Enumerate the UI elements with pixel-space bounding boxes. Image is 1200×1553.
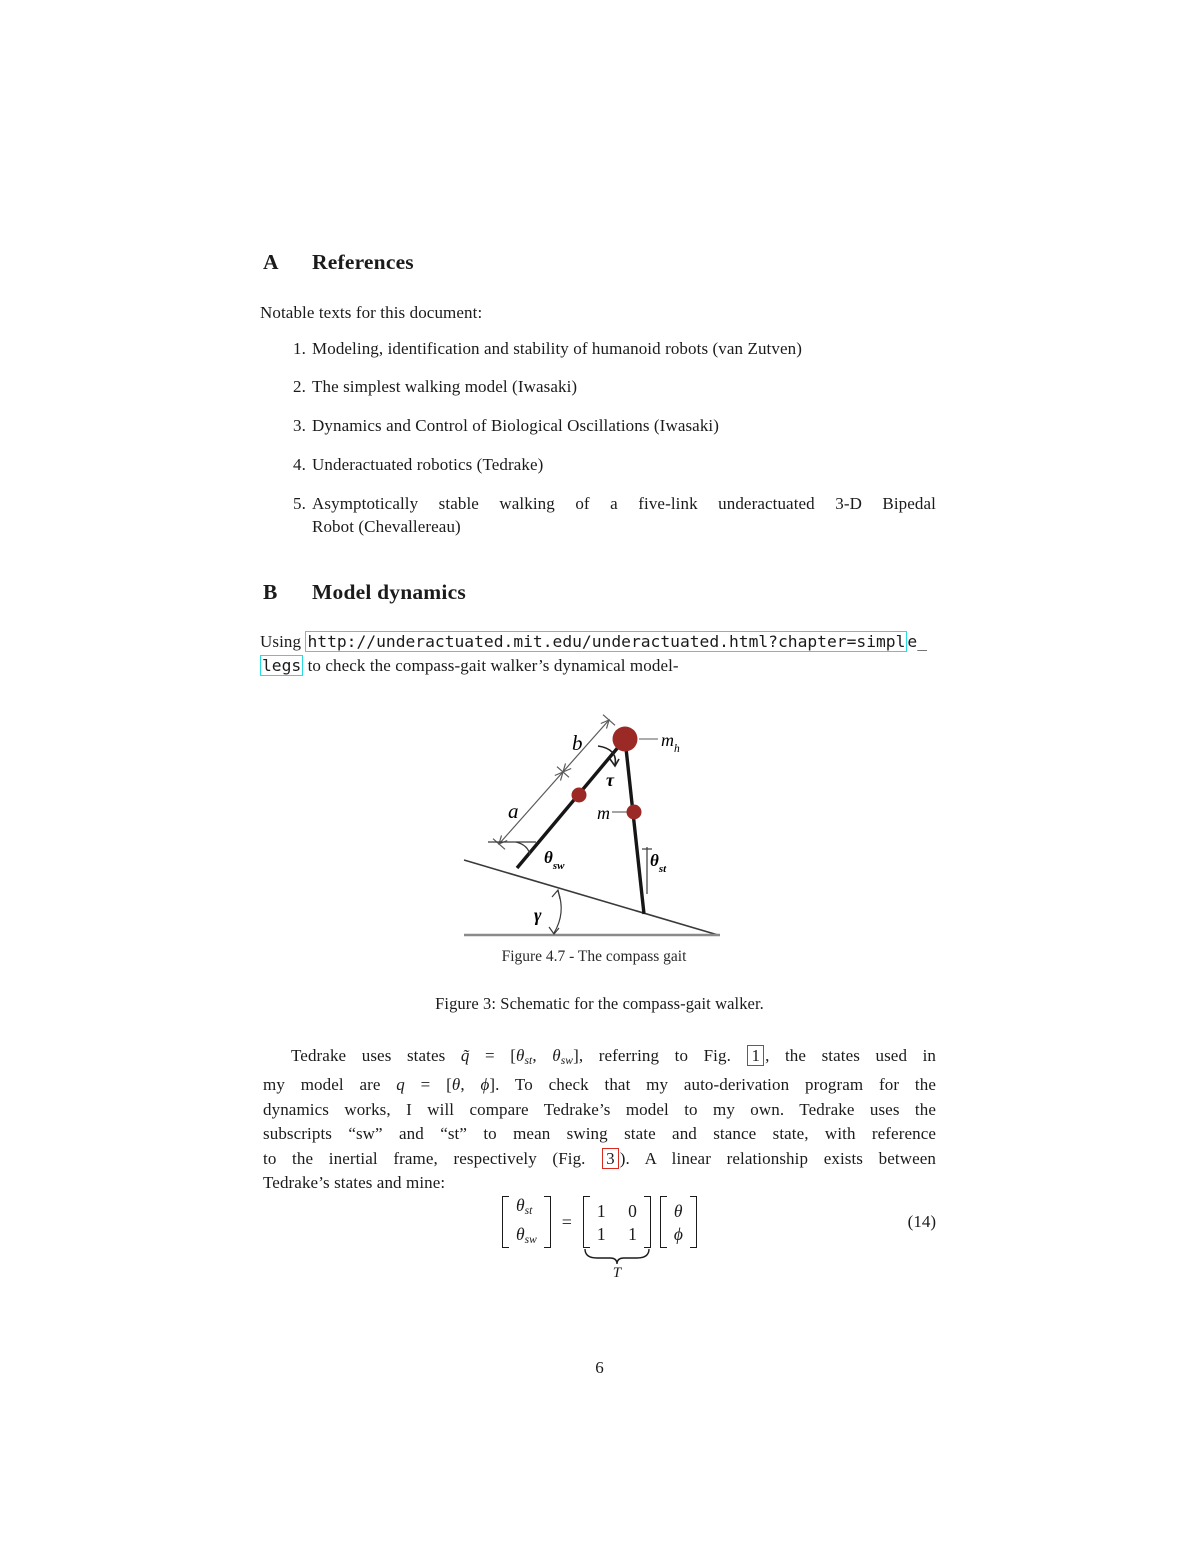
underbrace-label: T <box>612 1265 622 1281</box>
stance-leg <box>625 739 644 914</box>
section-b-label: B <box>263 580 278 604</box>
paragraph-line: Tedrake’s states and mine: <box>263 1173 446 1193</box>
bracket-left <box>502 1196 509 1248</box>
ramp-line <box>464 860 718 935</box>
label-m: m <box>597 803 610 823</box>
figure-caption: Figure 3: Schematic for the compass-gait walker. <box>435 994 764 1013</box>
list-item-text: Dynamics and Control of Biological Oscillations (Iwasaki) <box>312 416 720 435</box>
list-item-text: The simplest walking model (Iwasaki) <box>312 377 578 396</box>
list-item-number: 3. <box>293 416 306 435</box>
lhs-matrix: θst θsw <box>502 1196 551 1248</box>
swing-leg-mass <box>572 788 587 803</box>
bracket-right <box>690 1196 697 1248</box>
section-a-heading <box>263 248 414 276</box>
page-number: 6 <box>595 1358 604 1377</box>
label-theta-sw: $\theta_{sw}$ <box>544 848 565 872</box>
bracket-left <box>583 1196 590 1248</box>
list-item-number: 4. <box>293 455 306 474</box>
url-line-2[interactable]: legs to check the compass-gait walker’s dynamical model- <box>262 656 679 675</box>
figure-inner-caption: Figure 4.7 - The compass gait <box>501 948 687 965</box>
equation-number: (14) <box>907 1212 936 1231</box>
label-b: b <box>572 731 583 755</box>
section-b-title: Model dynamics <box>312 580 466 604</box>
list-item-text-continued: Robot (Chevallereau) <box>312 517 461 536</box>
paragraph-line: my model are q = [θ, ϕ]. To check that my auto-derivation program for the <box>263 1075 936 1095</box>
hip-mass <box>613 727 638 752</box>
transform-matrix-group <box>583 1196 651 1281</box>
list-item-number: 2. <box>293 377 306 396</box>
list-item-text: Underactuated robotics (Tedrake) <box>312 455 544 474</box>
label-gamma: γ <box>534 905 542 925</box>
bracket-right <box>644 1196 651 1248</box>
paragraph-line: dynamics works, I will compare Tedrake’s model to my own. Tedrake uses the <box>263 1099 936 1119</box>
references-intro: Notable texts for this document: <box>260 303 483 322</box>
compass-gait-diagram <box>452 708 804 974</box>
t-matrix: 1 0 1 1 <box>583 1196 651 1248</box>
list-item-text: Modeling, identification and stability of humanoid robots (van Zutven) <box>312 339 802 358</box>
label-mh: $m_h$ <box>661 730 680 755</box>
dimension-line <box>493 715 615 850</box>
stance-leg-mass <box>627 805 642 820</box>
rhs-matrix: θ ϕ <box>660 1196 697 1248</box>
list-item-number: 5. <box>293 494 306 513</box>
bracket-right <box>544 1196 551 1248</box>
paragraph-line: Tedrake uses states q̃ = [θst, θsw], referring to Fig. 1 , the states used in <box>291 1046 937 1067</box>
url-line-1[interactable]: Using http://underactuated.mit.edu/underactuated.html?chapter=simpl e_ <box>260 632 928 651</box>
list-item <box>293 493 936 515</box>
equals-sign: = <box>561 1212 572 1232</box>
section-b-heading <box>263 578 466 606</box>
list-item <box>293 454 936 476</box>
label-tau: τ <box>606 770 614 790</box>
paragraph-line: to the inertial frame, respectively (Fig. 3 ). A linear relationship exists between <box>263 1148 936 1168</box>
section-a-title: References <box>312 250 414 274</box>
label-theta-st: $\theta_{st}$ <box>650 851 667 875</box>
list-item-text: Asymptotically stable walking of a five-link underactuated 3-D Bipedal <box>312 494 936 513</box>
list-item <box>293 376 936 398</box>
equation-14 <box>263 1196 936 1280</box>
body-paragraph <box>263 1044 936 1195</box>
label-a: a <box>508 799 519 823</box>
bracket-left <box>660 1196 667 1248</box>
underbrace <box>584 1248 650 1265</box>
list-item <box>293 415 936 437</box>
list-item-number: 1. <box>293 339 306 358</box>
paragraph-line: subscripts “sw” and “st” to mean swing state and stance state, with reference <box>263 1124 936 1144</box>
gamma-arrow-top <box>552 890 560 899</box>
section-a-label: A <box>263 250 279 274</box>
list-item <box>293 338 936 360</box>
